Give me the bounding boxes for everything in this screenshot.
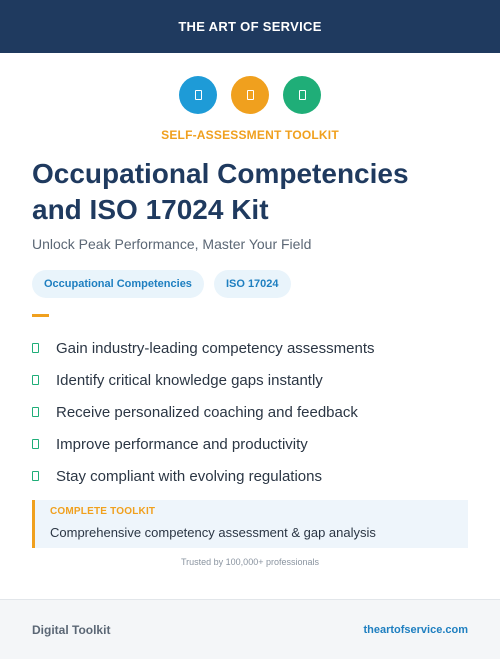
title-line-1: Occupational Competencies bbox=[32, 158, 409, 189]
footer-label: Digital Toolkit bbox=[32, 622, 111, 637]
feature-text: Receive personalized coaching and feedback bbox=[56, 403, 358, 421]
feature-text: Identify critical knowledge gaps instantly bbox=[56, 371, 323, 389]
document-icon bbox=[283, 76, 321, 114]
toolkit-kicker: SELF-ASSESSMENT TOOLKIT bbox=[161, 128, 339, 142]
feature-text: Improve performance and productivity bbox=[56, 435, 308, 453]
feature-list bbox=[32, 332, 472, 492]
feature-item bbox=[32, 460, 472, 492]
complete-toolkit-callout bbox=[32, 500, 468, 548]
check-icon bbox=[32, 471, 39, 481]
tag-iso-17024: ISO 17024 bbox=[214, 270, 291, 298]
check-icon bbox=[32, 375, 39, 385]
feature-item bbox=[32, 428, 472, 460]
feature-item bbox=[32, 396, 472, 428]
feature-text: Stay compliant with evolving regulations bbox=[56, 467, 322, 485]
website-link[interactable]: theartofservice.com bbox=[363, 623, 468, 636]
tag-occupational-competencies: Occupational Competencies bbox=[32, 270, 204, 298]
header-bar bbox=[0, 0, 500, 53]
accent-divider bbox=[32, 314, 49, 317]
title-line-2: and ISO 17024 Kit bbox=[32, 194, 269, 225]
check-icon bbox=[32, 407, 39, 417]
document-icon bbox=[231, 76, 269, 114]
document-icon bbox=[179, 76, 217, 114]
tag-list bbox=[32, 270, 291, 298]
icon-row bbox=[0, 76, 500, 114]
callout-label: COMPLETE TOOLKIT bbox=[50, 506, 156, 517]
subtitle: Unlock Peak Performance, Master Your Field bbox=[32, 236, 312, 252]
feature-item bbox=[32, 332, 472, 364]
check-icon bbox=[32, 439, 39, 449]
feature-item bbox=[32, 364, 472, 396]
trusted-note: Trusted by 100,000+ professionals bbox=[180, 557, 319, 567]
callout-text: Comprehensive competency assessment & gap analysis bbox=[50, 525, 376, 540]
page-title bbox=[32, 156, 472, 228]
footer-bar bbox=[0, 599, 500, 659]
feature-text: Gain industry-leading competency assessments bbox=[56, 339, 375, 357]
brand-title: THE ART OF SERVICE bbox=[178, 19, 322, 34]
check-icon bbox=[32, 343, 39, 353]
